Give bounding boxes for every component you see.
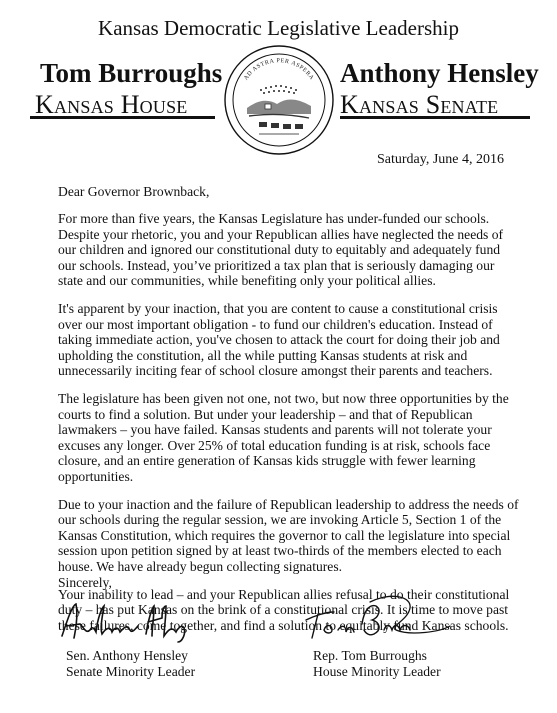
signer-left <box>66 648 195 680</box>
paragraph: Your inability to lead – and your Republican allies refusal to do their constitutional duty – has put Kansas on the brink of a constitutional crisis. It is time to move past these failures, come together, and find a solution to equitably fund Kansas schools. <box>58 586 510 633</box>
paragraph: For more than five years, the Kansas Legislature has under-funded our schools. Despite your rhetoric, you and your Republican allies have neglected the needs of our children and ignored our constitutional duty to equitably and adequately fund our schools. Instead, you’ve prioritized a tax plan that is seriously damaging our state and our communities, while benefiting only your political allies. <box>58 211 504 289</box>
signer-right-title: House Minority Leader <box>313 664 441 679</box>
kansas-state-seal <box>219 44 339 156</box>
letter-body <box>58 184 520 646</box>
seal-motto: AD ASTRA PER ASPERA <box>243 58 315 82</box>
paragraph: Due to your inaction and the failure of Republican leadership to address the needs of our schools during the regular session, we are invoking Article 5, Section 1 of the Kansas Constitution, which requires the governor to call the legislature into special session upon petition signed by at least two-thirds of the members elected to each house. We have already begun collecting signatures. <box>58 496 519 574</box>
salutation: Dear Governor Brownback, <box>58 184 210 199</box>
burroughs-signature <box>300 590 458 646</box>
organization-title: Kansas Democratic Legislative Leadership <box>98 16 459 40</box>
hensley-signature <box>58 598 193 644</box>
header-rule-right <box>340 116 530 119</box>
seal-cabin <box>265 104 271 109</box>
closing: Sincerely, <box>58 575 112 590</box>
senate-chamber-label: Kansas Senate <box>340 90 499 119</box>
signer-left-name: Sen. Anthony Hensley <box>66 648 188 663</box>
signer-right <box>313 648 441 680</box>
paragraph: The legislature has been given not one, not two, but now three opportunities by the courts to find a solution. But under your leadership – and that of Republican lawmakers – you have failed. Kansas students and parents will not tolerate your excuses any longer. Over 25% of total education funding is at risk, schools face closure, and an entire generation of Kansas kids struggle with fewer learning opportunities. <box>58 391 509 484</box>
header-rule-left <box>30 116 215 119</box>
house-leader-name: Tom Burroughs <box>40 58 223 88</box>
house-chamber-label: Kansas House <box>35 90 188 119</box>
paragraph: It's apparent by your inaction, that you are content to cause a constitutional crisis over our most important obligation - to fund our children's education. Instead of taking immediate action, you've chosen to attack the court for doing their job and upholding the constitution, all the while putting Kansas students at risk and unnecessarily inciting fear of school closure amongst their parents and teachers. <box>58 301 500 379</box>
signer-left-title: Senate Minority Leader <box>66 664 196 679</box>
signer-right-name: Rep. Tom Burroughs <box>313 648 427 663</box>
letter-date: Saturday, June 4, 2016 <box>377 152 505 167</box>
senate-leader-name: Anthony Hensley <box>340 58 539 88</box>
